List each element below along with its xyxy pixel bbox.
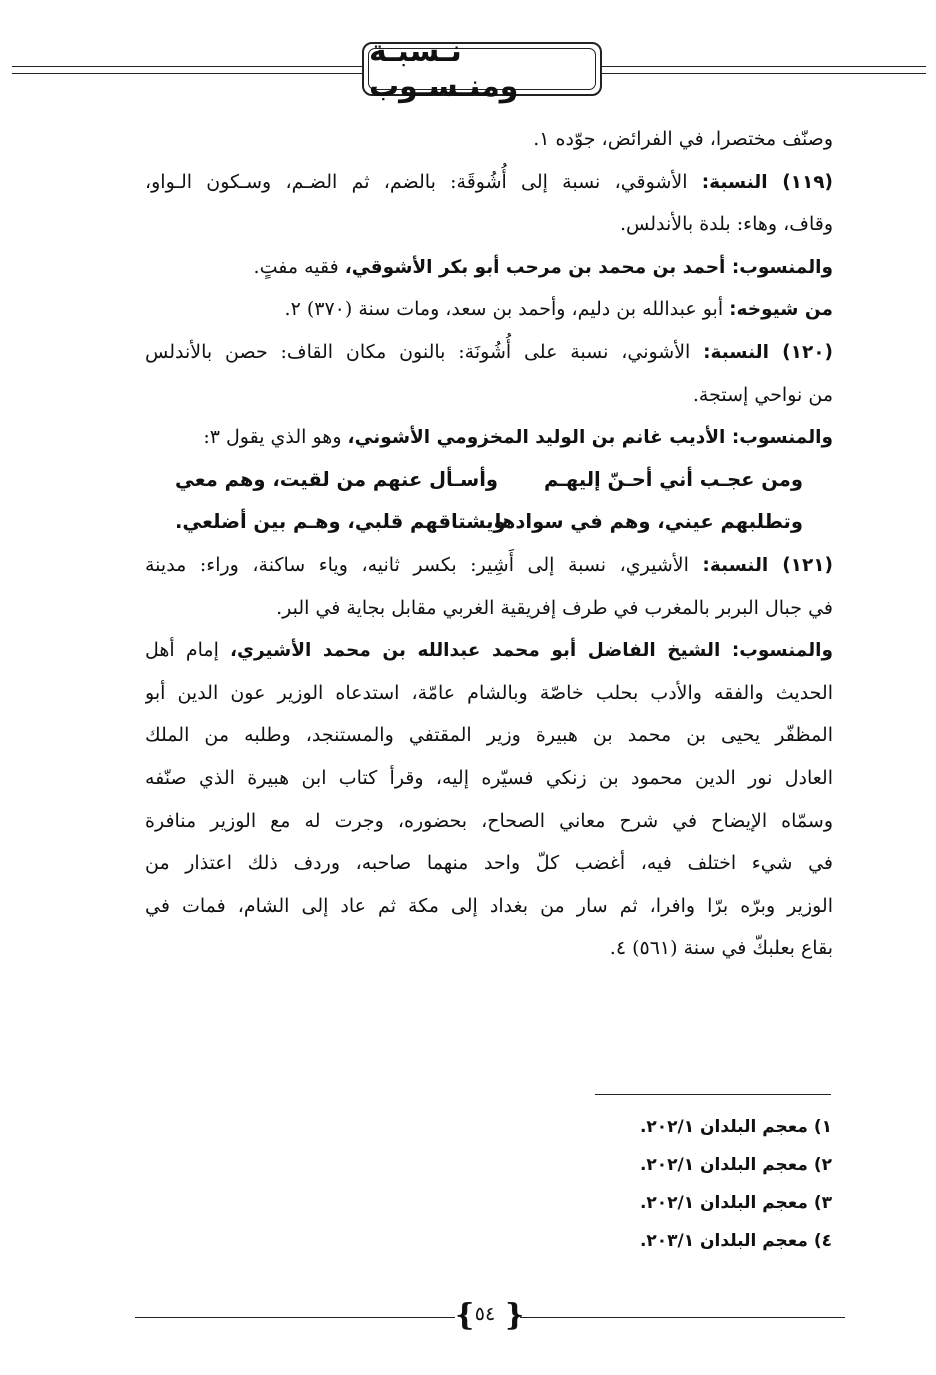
- line-text: الحديث والفقه والأدب بحلب خاصّة وبالشام عامّة، استدعاه الوزير عون الدين أبو: [145, 681, 833, 704]
- text-line: [145, 800, 833, 843]
- footnote-separator: [595, 1094, 831, 1095]
- line-text: العادل نور الدين محمود بن زنكي فسيّره إليه، وقرأ كتاب ابن هبيرة الذي صنّفه: [145, 766, 833, 789]
- text-line: [145, 842, 833, 885]
- text-line: [145, 885, 833, 928]
- bold-term: والمنسوب: الأديب غانم بن الوليد المخزومي الأشوني،: [347, 427, 833, 449]
- footnote: ١) معجم البلدان ٢٠٢/١.: [639, 1117, 832, 1137]
- verse-line: [145, 459, 833, 502]
- line-text: من نواحي إستجة.: [692, 383, 833, 406]
- bold-term: والمنسوب: الشيخ الفاضل أبو محمد عبدالله بن محمد الأشيري،: [230, 640, 833, 662]
- left-brace-ornament: {: [455, 1298, 475, 1333]
- text-line: [145, 331, 833, 374]
- second-hemistich: ويشتاقهم قلبي، وهـم بين أضلعي.: [175, 510, 506, 534]
- text-line: [145, 629, 833, 672]
- line-text: وهو الذي يقول ٣:: [203, 426, 348, 449]
- header-rule-left: [12, 66, 364, 74]
- line-text: المظفّر يحيى بن محمد بن هبيرة وزير المقتفي والمستنجد، وطلبه من الملك: [145, 724, 833, 747]
- text-block-2: [145, 544, 833, 970]
- text-line: [145, 118, 833, 161]
- footer-rule-right: [520, 1317, 845, 1318]
- text-line: [145, 587, 833, 630]
- text-block-1: [145, 118, 833, 459]
- line-text: بقاع بعلبكّ في سنة (٥٦١) ٤.: [609, 937, 833, 960]
- first-hemistich: ومن عجـب أني أحـنّ إليهـم: [543, 467, 803, 491]
- bold-term: (١٢١) النسبة:: [702, 554, 833, 576]
- text-line: [145, 757, 833, 800]
- line-text: الوزير وبرّه برّا وافرا، ثم سار من بغداد إلى مكة ثم عاد إلى الشام، فمات في: [145, 894, 833, 917]
- bold-term: (١١٩) النسبة:: [701, 171, 833, 193]
- header-rule-right: [602, 66, 926, 74]
- text-line: [145, 288, 833, 331]
- text-line: [145, 374, 833, 417]
- footnote: ٣) معجم البلدان ٢٠٢/١.: [639, 1193, 832, 1213]
- line-text: في شيء اختلف فيه، أغضب كلّ واحد منهما صاحبه، وردف ذلك اعتذار من: [145, 852, 833, 875]
- line-text: وصنّف مختصرا، في الفرائض، جوّده ١.: [533, 128, 833, 150]
- main-text: [145, 118, 833, 970]
- footnote: ٤) معجم البلدان ٢٠٣/١.: [639, 1231, 832, 1251]
- line-text: الأشوقي، نسبة إلى أُشُوقَة: بالضم، ثم الضـم، وسـكون الـواو،: [145, 170, 702, 193]
- footnote: ٢) معجم البلدان ٢٠٢/١.: [639, 1155, 832, 1175]
- line-text: فقيه مفتٍ.: [253, 255, 345, 278]
- second-hemistich: وأسـأل عنهم من لقيت، وهم معي: [175, 467, 499, 491]
- line-text: في جبال البربر بالمغرب في طرف إفريقية الغربي مقابل بجاية في البر.: [276, 596, 833, 619]
- first-hemistich: وتطلبهم عيني، وهم في سوادها: [494, 510, 803, 534]
- text-line: [145, 161, 833, 204]
- page-footer: [0, 1298, 936, 1338]
- title-frame: [362, 34, 602, 104]
- verse-line: [145, 501, 833, 544]
- page-title: نـسبـة ومنـسـوب: [368, 48, 596, 90]
- right-brace-ornament: }: [505, 1298, 525, 1333]
- text-line: [145, 246, 833, 289]
- page-header: [0, 36, 936, 106]
- line-text: إمام أهل: [145, 639, 230, 662]
- text-line: [145, 416, 833, 459]
- line-text: وسمّاه الإيضاح في شرح معاني الصحاح، بحضوره، وجرت له مع الوزير منافرة: [145, 809, 833, 832]
- line-text: وقاف، وهاء: بلدة بالأندلس.: [619, 213, 833, 236]
- footer-rule-left: [135, 1317, 455, 1318]
- line-text: الأشوني، نسبة على أُشُونَة: بالنون مكان القاف: حصن بالأندلس: [145, 340, 704, 363]
- poem: [145, 459, 833, 544]
- footnotes: [560, 1108, 832, 1260]
- text-line: [145, 672, 833, 715]
- line-text: الأشيري، نسبة إلى أَشِير: بكسر ثانيه، وياء ساكنة، وراء: مدينة: [145, 553, 703, 576]
- text-line: [145, 714, 833, 757]
- line-text: أبو عبدالله بن دليم، وأحمد بن سعد، ومات سنة (٣٧٠) ٢.: [284, 298, 730, 321]
- page-number: ٥٤: [474, 1303, 496, 1325]
- bold-term: والمنسوب: أحمد بن محمد بن مرحب أبو بكر الأشوقي،: [344, 256, 833, 278]
- bold-term: (١٢٠) النسبة:: [703, 341, 833, 363]
- text-line: [145, 203, 833, 246]
- bold-term: من شيوخه:: [729, 299, 833, 321]
- text-line: [145, 927, 833, 970]
- text-line: [145, 544, 833, 587]
